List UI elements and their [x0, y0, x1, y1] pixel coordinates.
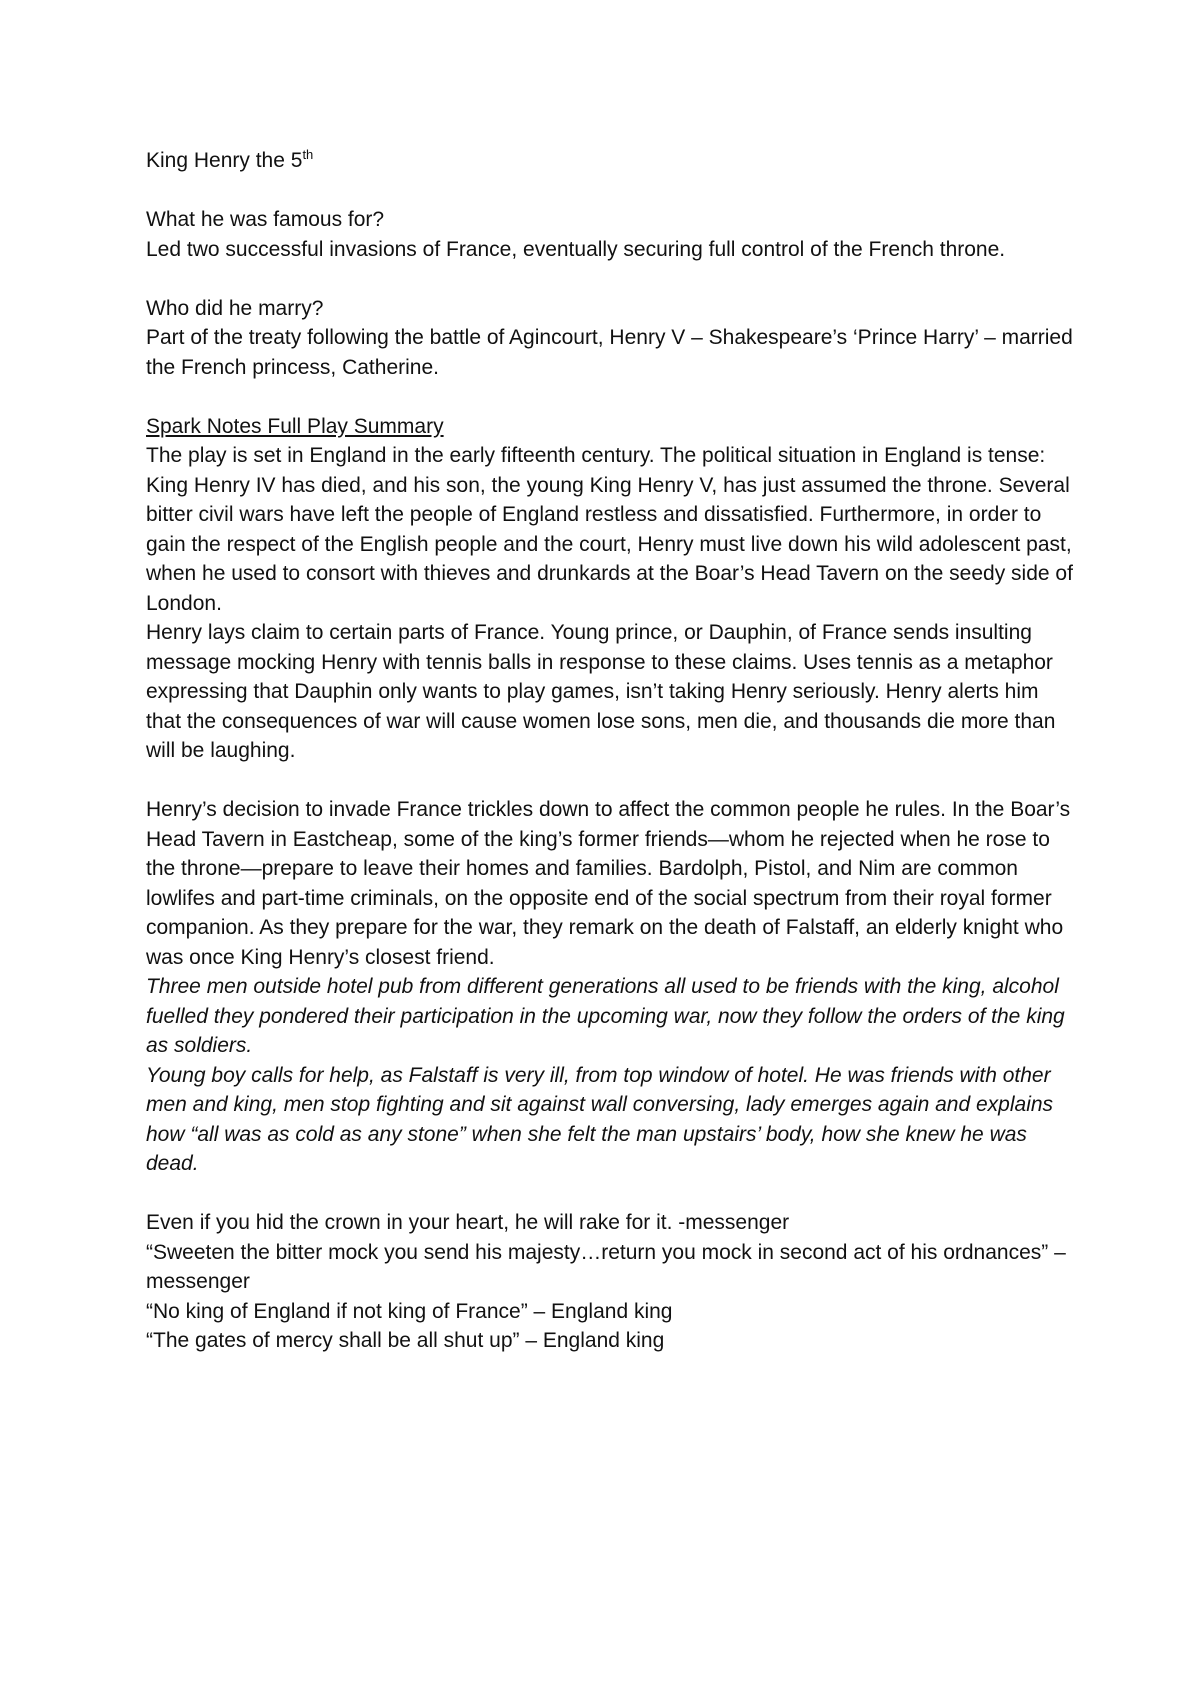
- spacer: [146, 264, 1076, 294]
- document-title: [146, 146, 1076, 176]
- title-text: King Henry the 5: [146, 149, 303, 172]
- document-page: [146, 146, 1076, 1356]
- spacer: [146, 1179, 1076, 1209]
- summary-paragraph-1: The play is set in England in the early fifteenth century. The political situation in England is tense: King Henry IV has died, and his son, the young King Henry V, has just assumed the throne. Several bitter civil wars have left the people of England restless and dissatisfied. Furthermore, in order to gain the respect of the English people and the court, Henry must live down his wild adolescent past, when he used to consort with thieves and drunkards at the Boar’s Head Tavern on the seedy side of London.: [146, 444, 1073, 615]
- famous-question: What he was famous for?: [146, 208, 385, 231]
- spacer: [146, 176, 1076, 206]
- summary-paragraph-2: Henry lays claim to certain parts of France. Young prince, or Dauphin, of France sends insulting message mocking Henry with tennis balls in response to these claims. Uses tennis as a metaphor expressing that Dauphin only wants to play games, isn’t taking Henry seriously. Henry alerts him that the consequences of war will cause women lose sons, men die, and thousands die more than will be laughing.: [146, 621, 1056, 762]
- marriage-answer: Part of the treaty following the battle of Agincourt, Henry V – Shakespeare’s ‘Prince Harry’ – married the French princess, Catherine.: [146, 326, 1073, 379]
- italic-note-1: Three men outside hotel pub from different generations all used to be friends with the king, alcohol fuelled they pondered their participation in the upcoming war, now they follow the orders of the king as soldiers.: [146, 975, 1065, 1057]
- quote-line: Even if you hid the crown in your heart, he will rake for it. -messenger: [146, 1211, 790, 1234]
- summary-paragraph-3: Henry’s decision to invade France trickles down to affect the common people he rules. In the Boar’s Head Tavern in Eastcheap, some of the king’s former friends—whom he rejected when he rose to the throne—prepare to leave their homes and families. Bardolph, Pistol, and Nim are common lowlifes and part-time criminals, on the opposite end of the social spectrum from their royal former companion. As they prepare for the war, they remark on the death of Falstaff, an elderly knight who was once King Henry’s closest friend.: [146, 798, 1071, 969]
- quote-line: “No king of England if not king of France” – England king: [146, 1299, 673, 1323]
- quote-line: “Sweeten the bitter mock you send his majesty…return you mock in second act of his ordnances” – messenger: [146, 1240, 1066, 1293]
- summary-heading: Spark Notes Full Play Summary: [146, 414, 444, 438]
- title-superscript: th: [302, 147, 314, 162]
- marriage-question: Who did he marry?: [146, 296, 324, 320]
- quote-line: “The gates of mercy shall be all shut up” – England king: [146, 1329, 665, 1352]
- spacer: [146, 766, 1076, 796]
- spacer: [146, 382, 1076, 412]
- italic-note-2: Young boy calls for help, as Falstaff is very ill, from top window of hotel. He was friends with other men and king, men stop fighting and sit against wall conversing, lady emerges again and explains how “all was as cold as any stone” when she felt the man upstairs’ body, how she knew he was dead.: [146, 1063, 1054, 1175]
- famous-answer: Led two successful invasions of France, eventually securing full control of the French throne.: [146, 237, 1006, 261]
